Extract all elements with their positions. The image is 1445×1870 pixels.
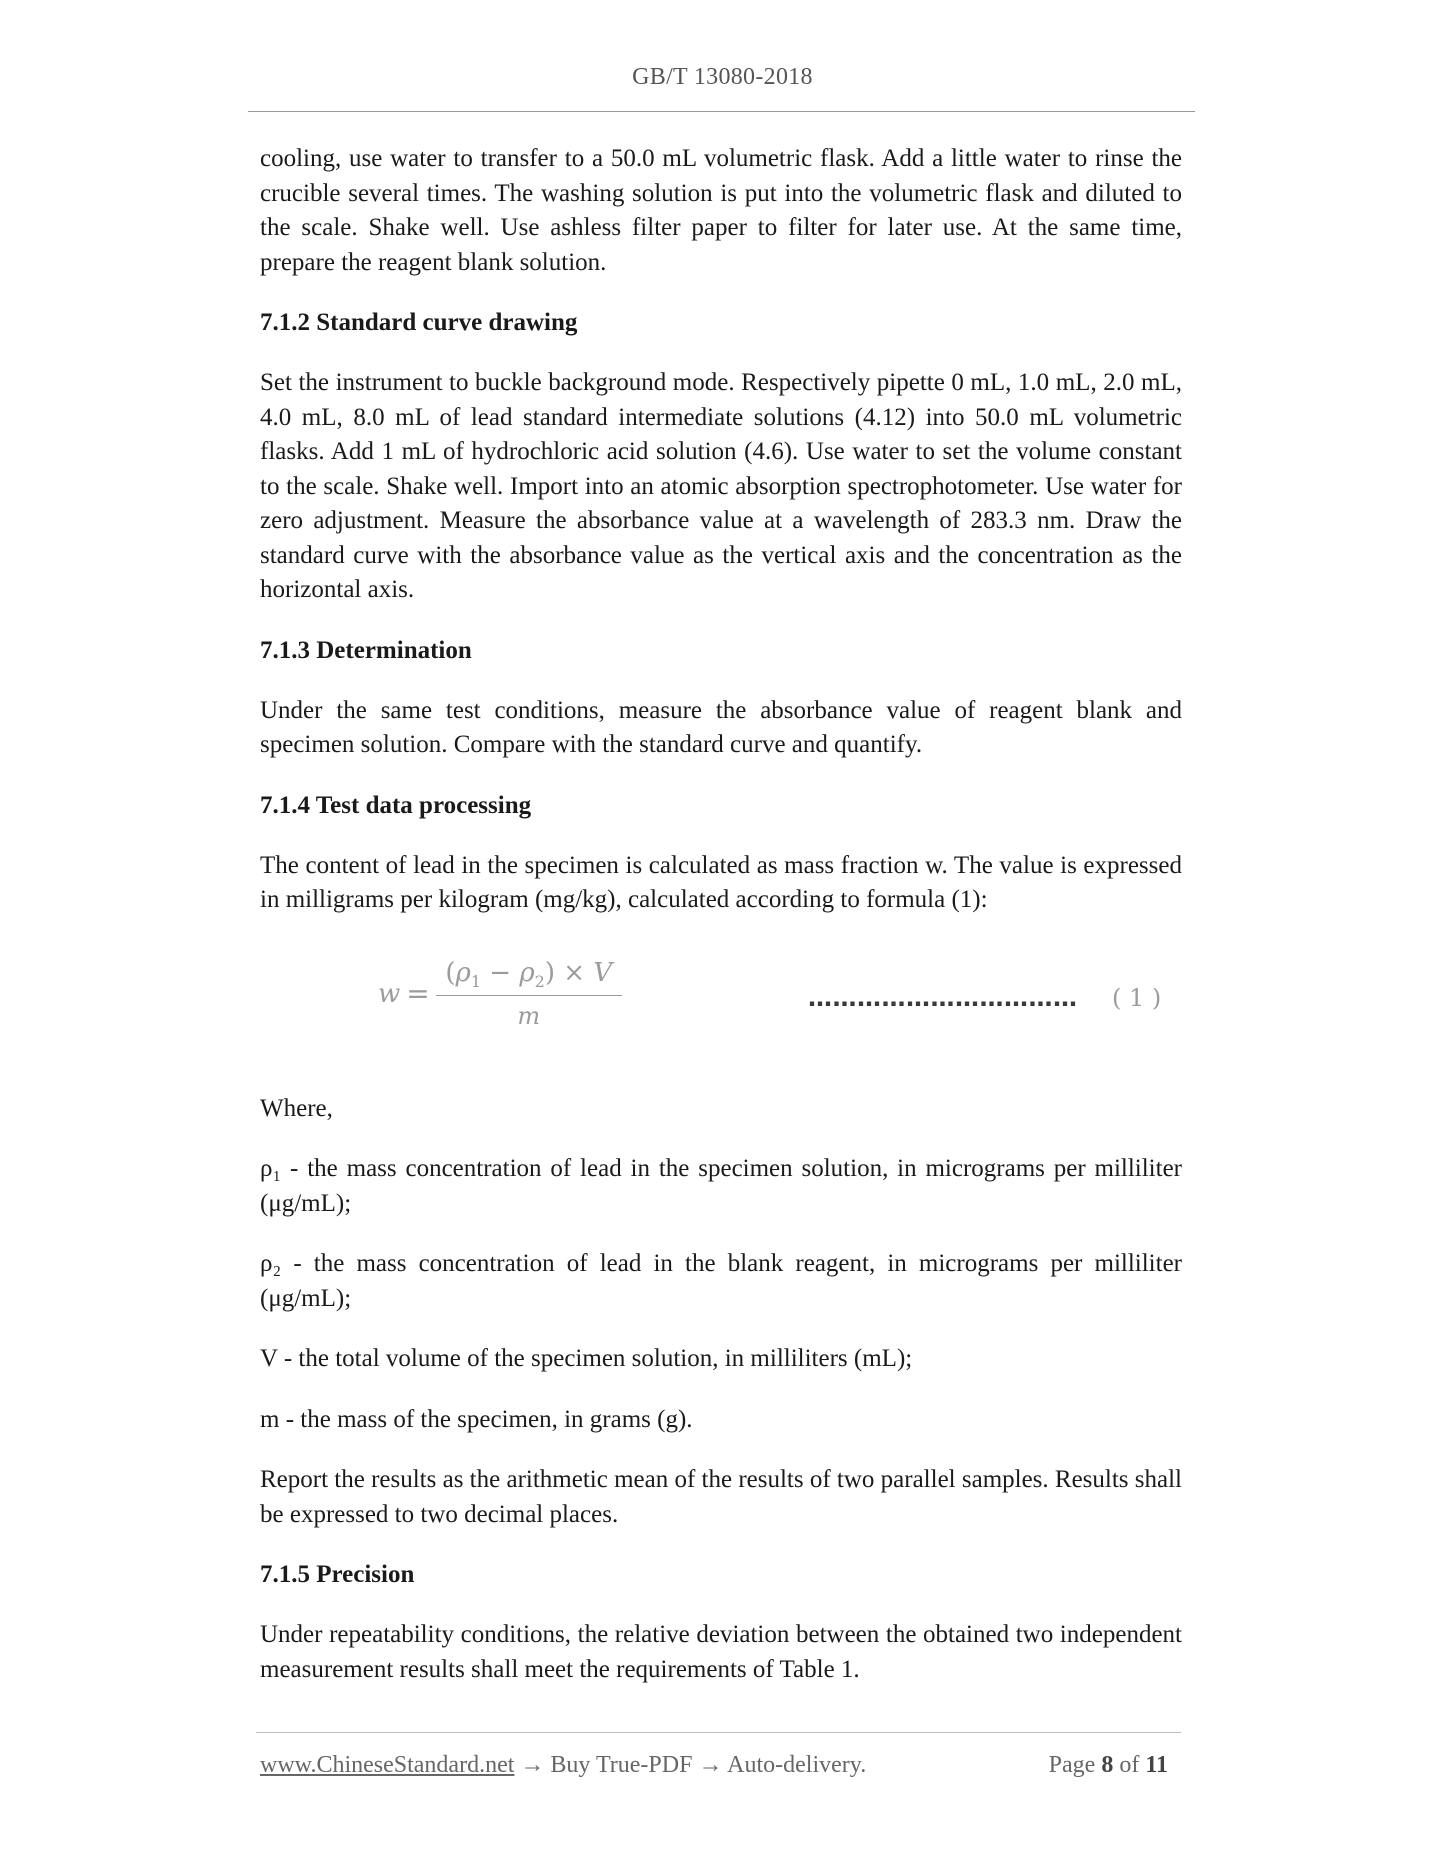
header-divider — [248, 111, 1195, 112]
footer-divider — [256, 1732, 1181, 1733]
definition-m: m - the mass of the specimen, in grams (g). — [260, 1405, 693, 1433]
formula-leader-dots: …………………………… — [808, 983, 1078, 1012]
section-heading-7-1-4: 7.1.4 Test data processing — [260, 791, 532, 819]
buy-text: Buy True-PDF — [550, 1752, 693, 1778]
formula-equals: = — [406, 977, 430, 1011]
data-processing-paragraph: The content of lead in the specimen is calculated as mass fraction w. The value is expressed in milligrams per kilogram (mg/kg), calculated according to formula (1): — [260, 851, 1182, 913]
website-link[interactable]: www.ChineseStandard.net — [260, 1752, 515, 1778]
section-heading-7-1-5: 7.1.5 Precision — [260, 1561, 415, 1588]
formula-lhs: w — [378, 978, 401, 1009]
total-pages: 11 — [1145, 1752, 1168, 1778]
standard-curve-paragraph: Set the instrument to buckle background mode. Respectively pipette 0 mL, 1.0 mL, 2.0 mL, 4.0 mL, 8.0 mL of lead standard intermediate solutions (4.12) into 50.0 mL volumetric flasks. Add 1 mL of hydrochloric acid solution (4.6). Use water to set the volume constant to the scale. Shake well. Import into an atomic absorption spectrophotometer. Use water for zero adjustment. Measure the absorbance value at a wavelength of 283.3 nm. Draw the standard curve with the absorbance value as the vertical axis and the concentration as the horizontal axis. — [260, 369, 1182, 603]
formula-number: ( 1 ) — [1112, 983, 1162, 1012]
footer-promo — [260, 1752, 866, 1779]
section-heading-7-1-3: 7.1.3 Determination — [260, 636, 472, 664]
where-label: Where, — [260, 1094, 333, 1122]
definition-rho1: ρ₁ - the mass concentration of lead in the specimen solution, in micrograms per milliliter (μg/mL); — [260, 1155, 1182, 1217]
delivery-text: Auto-delivery. — [727, 1752, 867, 1778]
formula-denominator: m — [517, 1001, 541, 1030]
precision-paragraph: Under repeatability conditions, the relative deviation between the obtained two independent measurement results shall meet the requirements of Table 1. — [260, 1621, 1182, 1683]
formula-expression — [378, 958, 622, 1030]
arrow-icon: → — [698, 1752, 723, 1778]
formula-fraction — [436, 958, 622, 1030]
current-page: 8 — [1101, 1752, 1114, 1778]
determination-paragraph: Under the same test conditions, measure the absorbance value of reagent blank and specimen solution. Compare with the standard curve and quantify. — [260, 696, 1182, 758]
report-paragraph: Report the results as the arithmetic mean of the results of two parallel samples. Results shall be expressed to two decimal places. — [260, 1466, 1182, 1528]
main-content — [260, 142, 1182, 1713]
formula-1 — [260, 944, 1182, 1064]
formula-numerator: $(\rho_1 - \rho_2) \times V$ — [445, 957, 613, 991]
document-id-header: GB/T 13080-2018 — [632, 64, 813, 90]
page-number: Page 8 of 11 — [1048, 1752, 1168, 1778]
definition-rho2: ρ₂ - the mass concentration of lead in the blank reagent, in micrograms per milliliter (μg/mL); — [260, 1250, 1182, 1312]
definition-v: V - the total volume of the specimen solution, in milliliters (mL); — [260, 1345, 913, 1372]
intro-paragraph: cooling, use water to transfer to a 50.0 mL volumetric flask. Add a little water to rinse the crucible several times. The washing solution is put into the volumetric flask and diluted to the scale. Shake well. Use ashless filter paper to filter for later use. At the same time, prepare the reagent blank solution. — [260, 145, 1182, 276]
arrow-icon: → — [520, 1752, 545, 1778]
section-heading-7-1-2: 7.1.2 Standard curve drawing — [260, 309, 578, 336]
